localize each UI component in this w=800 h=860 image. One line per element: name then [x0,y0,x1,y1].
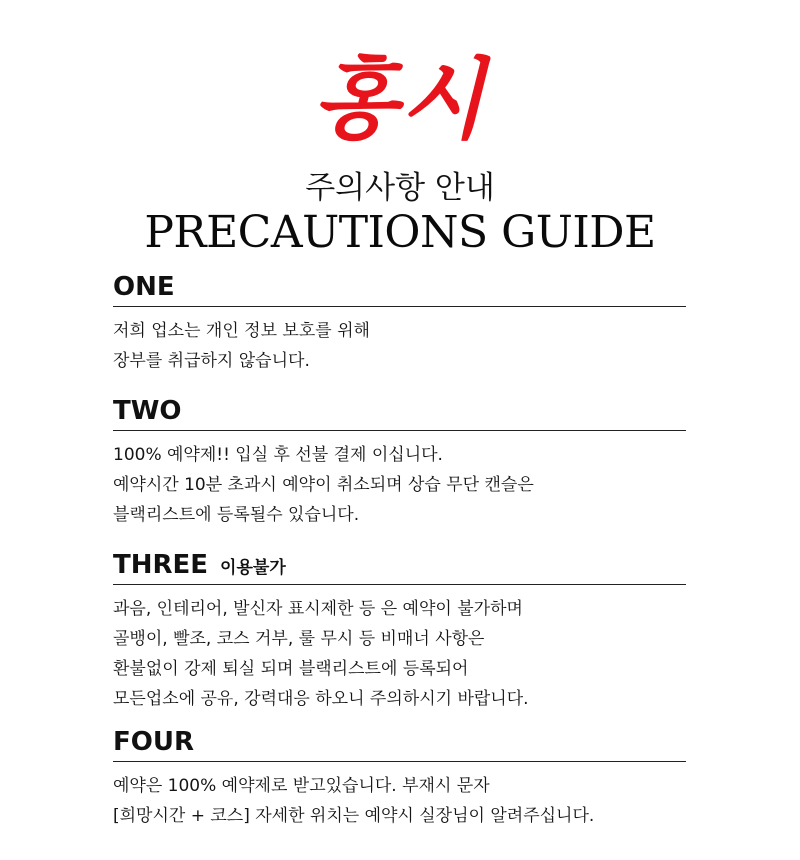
body-line: 블랙리스트에 등록될수 있습니다. [113,505,360,525]
section-divider [113,430,686,431]
section-header [113,270,686,306]
section-title: THREE [113,550,209,580]
body-line: [희망시간 + 코스] 자세한 위치는 예약시 실장님이 알려주십니다. [113,806,595,826]
section-three [113,548,686,714]
brand-logo: 홍시 [312,48,488,151]
section-title: ONE [113,272,175,302]
section-two [113,394,686,530]
body-line: 저희 업소는 개인 정보 보호를 위해 [113,321,370,341]
section-body [113,771,686,831]
page-subtitle-korean: 주의사항 안내 [305,170,495,206]
body-line: 환불없이 강제 퇴실 되며 블랙리스트에 등록되어 [113,659,469,679]
section-divider [113,761,686,762]
section-divider [113,306,686,307]
page-title: PRECAUTIONS GUIDE [144,207,656,258]
body-line: 예약은 100% 예약제로 받고있습니다. 부재시 문자 [113,776,490,796]
body-line: 과음, 인테리어, 발신자 표시제한 등 은 예약이 불가하며 [113,599,523,619]
body-line: 100% 예약제!! 입실 후 선불 결제 이십니다. [113,445,443,465]
section-title: TWO [113,396,182,426]
section-body [113,440,686,530]
section-divider [113,584,686,585]
body-line: 모든업소에 공유, 강력대응 하오니 주의하시기 바랍니다. [113,689,529,709]
section-header [113,548,686,584]
body-line: 골뱅이, 빨조, 코스 거부, 룰 무시 등 비매너 사항은 [113,629,485,649]
section-body [113,316,686,376]
section-tag: 이용불가 [220,558,286,578]
section-title: FOUR [113,727,194,757]
body-line: 장부를 취급하지 않습니다. [113,351,310,371]
body-line: 예약시간 10분 초과시 예약이 취소되며 상습 무단 캔슬은 [113,475,534,495]
section-body [113,594,686,714]
section-header [113,394,686,430]
section-four [113,725,686,831]
section-one [113,270,686,376]
section-header [113,725,686,761]
